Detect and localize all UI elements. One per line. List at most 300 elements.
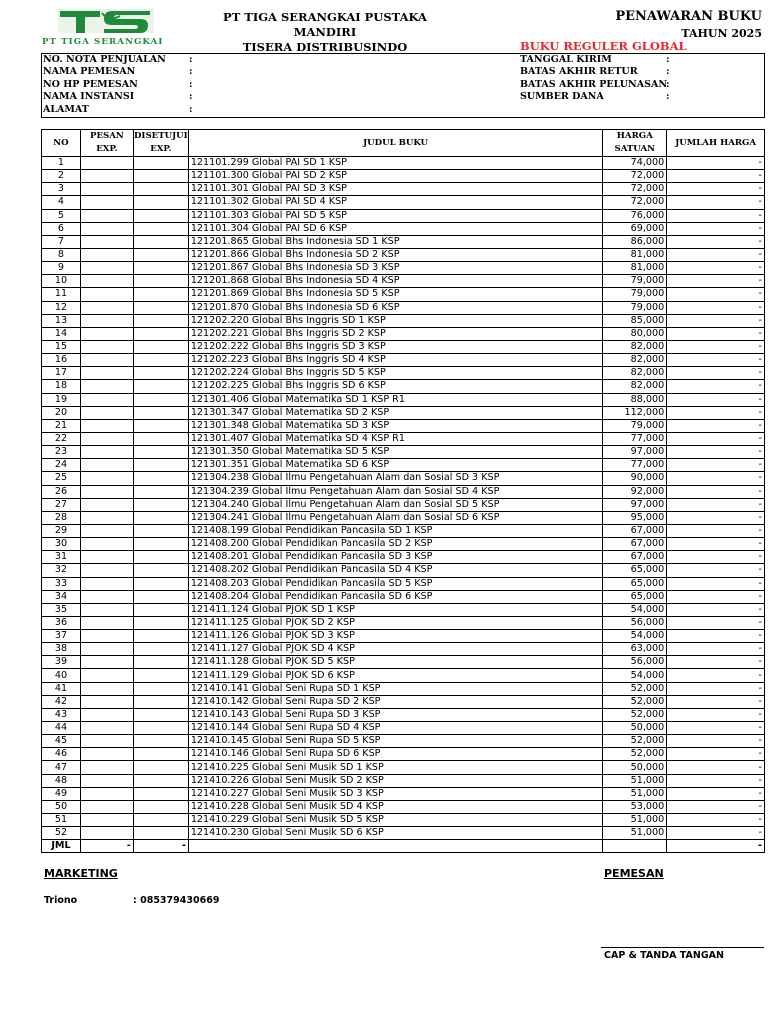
cell-no: 30 bbox=[42, 538, 81, 551]
cell-jumlah: - bbox=[667, 367, 765, 380]
table-row bbox=[42, 472, 765, 485]
cell-harga: 76,000 bbox=[603, 209, 667, 222]
cell-judul: 121201.869 Global Bhs Indonesia SD 5 KSP bbox=[188, 288, 603, 301]
cell-harga: 90,000 bbox=[603, 472, 667, 485]
cell-disetujui bbox=[133, 314, 188, 327]
cell-jumlah: - bbox=[667, 682, 765, 695]
cell-no: 22 bbox=[42, 432, 81, 445]
table-row bbox=[42, 603, 765, 616]
cell-pesan bbox=[80, 432, 133, 445]
cell-disetujui bbox=[133, 170, 188, 183]
cell-harga: 65,000 bbox=[603, 590, 667, 603]
cell-pesan bbox=[80, 787, 133, 800]
cell-disetujui bbox=[133, 275, 188, 288]
cell-no: 42 bbox=[42, 695, 81, 708]
cell-disetujui bbox=[133, 761, 188, 774]
cell-harga: 54,000 bbox=[603, 603, 667, 616]
table-row bbox=[42, 183, 765, 196]
cell-pesan bbox=[80, 630, 133, 643]
header-harga: HARGA SATUAN bbox=[603, 130, 667, 157]
cell-pesan bbox=[80, 288, 133, 301]
cell-no: 2 bbox=[42, 170, 81, 183]
table-row bbox=[42, 314, 765, 327]
cell-pesan bbox=[80, 170, 133, 183]
table-row bbox=[42, 577, 765, 590]
info-colon: : bbox=[666, 66, 670, 78]
cell-no: 10 bbox=[42, 275, 81, 288]
cell-no: 28 bbox=[42, 511, 81, 524]
cell-pesan bbox=[80, 827, 133, 840]
cell-harga: 79,000 bbox=[603, 301, 667, 314]
info-label: TANGGAL KIRIM bbox=[520, 54, 612, 65]
cell-disetujui bbox=[133, 393, 188, 406]
cell-pesan bbox=[80, 235, 133, 248]
cell-pesan bbox=[80, 222, 133, 235]
cell-disetujui bbox=[133, 603, 188, 616]
order-info-left bbox=[43, 54, 503, 116]
cell-jumlah: - bbox=[667, 275, 765, 288]
cell-jumlah: - bbox=[667, 419, 765, 432]
cell-harga: 54,000 bbox=[603, 669, 667, 682]
cell-disetujui bbox=[133, 262, 188, 275]
cell-jumlah: - bbox=[667, 774, 765, 787]
cell-pesan bbox=[80, 275, 133, 288]
table-row bbox=[42, 722, 765, 735]
cell-disetujui bbox=[133, 669, 188, 682]
total-jumlah: - bbox=[667, 840, 765, 853]
document-title: PENAWARAN BUKU bbox=[615, 9, 762, 24]
signature-label: CAP & TANDA TANGAN bbox=[604, 950, 724, 961]
cell-disetujui bbox=[133, 827, 188, 840]
table-row bbox=[42, 827, 765, 840]
cell-jumlah: - bbox=[667, 485, 765, 498]
cell-judul: 121411.128 Global PJOK SD 5 KSP bbox=[188, 656, 603, 669]
info-colon: : bbox=[666, 78, 670, 90]
cell-pesan bbox=[80, 735, 133, 748]
cell-jumlah: - bbox=[667, 209, 765, 222]
cell-pesan bbox=[80, 774, 133, 787]
cell-no: 8 bbox=[42, 248, 81, 261]
cell-no: 13 bbox=[42, 314, 81, 327]
cell-no: 20 bbox=[42, 406, 81, 419]
table-row bbox=[42, 262, 765, 275]
cell-disetujui bbox=[133, 708, 188, 721]
cell-harga: 72,000 bbox=[603, 196, 667, 209]
svg-text:PT TIGA SERANGKAI: PT TIGA SERANGKAI bbox=[42, 37, 164, 47]
cell-judul: 121410.141 Global Seni Rupa SD 1 KSP bbox=[188, 682, 603, 695]
cell-jumlah: - bbox=[667, 787, 765, 800]
cell-no: 6 bbox=[42, 222, 81, 235]
table-row bbox=[42, 380, 765, 393]
cell-jumlah: - bbox=[667, 262, 765, 275]
cell-harga: 51,000 bbox=[603, 774, 667, 787]
cell-judul: 121411.125 Global PJOK SD 2 KSP bbox=[188, 616, 603, 629]
cell-jumlah: - bbox=[667, 564, 765, 577]
cell-jumlah: - bbox=[667, 538, 765, 551]
cell-no: 19 bbox=[42, 393, 81, 406]
cell-no: 4 bbox=[42, 196, 81, 209]
cell-jumlah: - bbox=[667, 643, 765, 656]
cell-no: 12 bbox=[42, 301, 81, 314]
cell-harga: 52,000 bbox=[603, 708, 667, 721]
cell-jumlah: - bbox=[667, 314, 765, 327]
cell-harga: 74,000 bbox=[603, 157, 667, 170]
table-row bbox=[42, 367, 765, 380]
cell-no: 23 bbox=[42, 446, 81, 459]
document-subtitle: BUKU REGULER GLOBAL bbox=[520, 39, 687, 53]
cell-jumlah: - bbox=[667, 735, 765, 748]
table-row bbox=[42, 774, 765, 787]
table-row bbox=[42, 248, 765, 261]
cell-pesan bbox=[80, 340, 133, 353]
cell-judul: 121410.229 Global Seni Musik SD 5 KSP bbox=[188, 814, 603, 827]
cell-harga: 82,000 bbox=[603, 380, 667, 393]
cell-no: 14 bbox=[42, 327, 81, 340]
cell-disetujui bbox=[133, 380, 188, 393]
cell-judul: 121202.224 Global Bhs Inggris SD 5 KSP bbox=[188, 367, 603, 380]
cell-pesan bbox=[80, 419, 133, 432]
cell-harga: 51,000 bbox=[603, 827, 667, 840]
table-row bbox=[42, 630, 765, 643]
cell-judul: 121410.228 Global Seni Musik SD 4 KSP bbox=[188, 800, 603, 813]
cell-pesan bbox=[80, 643, 133, 656]
pemesan-label: PEMESAN bbox=[604, 867, 664, 880]
cell-jumlah: - bbox=[667, 222, 765, 235]
cell-judul: 121410.225 Global Seni Musik SD 1 KSP bbox=[188, 761, 603, 774]
cell-no: 26 bbox=[42, 485, 81, 498]
table-row bbox=[42, 814, 765, 827]
cell-disetujui bbox=[133, 432, 188, 445]
total-harga bbox=[603, 840, 667, 853]
cell-jumlah: - bbox=[667, 590, 765, 603]
book-offer-table bbox=[41, 129, 765, 853]
cell-disetujui bbox=[133, 682, 188, 695]
cell-disetujui bbox=[133, 446, 188, 459]
cell-disetujui bbox=[133, 577, 188, 590]
cell-harga: 53,000 bbox=[603, 800, 667, 813]
cell-pesan bbox=[80, 380, 133, 393]
cell-harga: 81,000 bbox=[603, 262, 667, 275]
marketing-name: Triono bbox=[44, 895, 78, 906]
total-row bbox=[42, 840, 765, 853]
table-row bbox=[42, 354, 765, 367]
cell-disetujui bbox=[133, 248, 188, 261]
cell-pesan bbox=[80, 262, 133, 275]
cell-jumlah: - bbox=[667, 301, 765, 314]
cell-harga: 50,000 bbox=[603, 722, 667, 735]
cell-pesan bbox=[80, 327, 133, 340]
cell-pesan bbox=[80, 511, 133, 524]
info-colon: : bbox=[189, 91, 193, 103]
cell-disetujui bbox=[133, 722, 188, 735]
ts-logo-icon bbox=[40, 8, 176, 48]
cell-pesan bbox=[80, 406, 133, 419]
table-row bbox=[42, 235, 765, 248]
cell-judul: 121301.351 Global Matematika SD 6 KSP bbox=[188, 459, 603, 472]
cell-judul: 121201.866 Global Bhs Indonesia SD 2 KSP bbox=[188, 248, 603, 261]
cell-judul: 121408.200 Global Pendidikan Pancasila SD 2 KSP bbox=[188, 538, 603, 551]
cell-no: 45 bbox=[42, 735, 81, 748]
cell-judul: 121301.347 Global Matematika SD 2 KSP bbox=[188, 406, 603, 419]
cell-disetujui bbox=[133, 406, 188, 419]
cell-pesan bbox=[80, 248, 133, 261]
cell-disetujui bbox=[133, 157, 188, 170]
cell-jumlah: - bbox=[667, 340, 765, 353]
cell-judul: 121201.870 Global Bhs Indonesia SD 6 KSP bbox=[188, 301, 603, 314]
cell-pesan bbox=[80, 616, 133, 629]
cell-no: 25 bbox=[42, 472, 81, 485]
cell-jumlah: - bbox=[667, 446, 765, 459]
cell-no: 40 bbox=[42, 669, 81, 682]
cell-judul: 121101.304 Global PAI SD 6 KSP bbox=[188, 222, 603, 235]
cell-judul: 121101.299 Global PAI SD 1 KSP bbox=[188, 157, 603, 170]
cell-jumlah: - bbox=[667, 406, 765, 419]
info-row bbox=[520, 66, 760, 78]
cell-jumlah: - bbox=[667, 248, 765, 261]
table-row bbox=[42, 432, 765, 445]
cell-harga: 56,000 bbox=[603, 656, 667, 669]
info-row bbox=[43, 79, 503, 91]
cell-pesan bbox=[80, 524, 133, 537]
cell-harga: 54,000 bbox=[603, 630, 667, 643]
cell-disetujui bbox=[133, 538, 188, 551]
cell-disetujui bbox=[133, 183, 188, 196]
cell-judul: 121410.226 Global Seni Musik SD 2 KSP bbox=[188, 774, 603, 787]
cell-disetujui bbox=[133, 235, 188, 248]
cell-disetujui bbox=[133, 695, 188, 708]
cell-judul: 121201.867 Global Bhs Indonesia SD 3 KSP bbox=[188, 262, 603, 275]
cell-pesan bbox=[80, 577, 133, 590]
document-year: TAHUN 2025 bbox=[681, 27, 762, 40]
cell-judul: 121408.202 Global Pendidikan Pancasila SD 4 KSP bbox=[188, 564, 603, 577]
cell-harga: 95,000 bbox=[603, 511, 667, 524]
cell-no: 33 bbox=[42, 577, 81, 590]
cell-no: 50 bbox=[42, 800, 81, 813]
info-label: BATAS AKHIR PELUNASAN bbox=[520, 78, 668, 90]
cell-no: 17 bbox=[42, 367, 81, 380]
cell-jumlah: - bbox=[667, 472, 765, 485]
cell-no: 24 bbox=[42, 459, 81, 472]
cell-jumlah: - bbox=[667, 616, 765, 629]
cell-judul: 121410.145 Global Seni Rupa SD 5 KSP bbox=[188, 735, 603, 748]
table-row bbox=[42, 393, 765, 406]
cell-harga: 63,000 bbox=[603, 643, 667, 656]
total-pesan: - bbox=[80, 840, 133, 853]
cell-harga: 81,000 bbox=[603, 248, 667, 261]
cell-pesan bbox=[80, 446, 133, 459]
cell-judul: 121301.348 Global Matematika SD 3 KSP bbox=[188, 419, 603, 432]
cell-jumlah: - bbox=[667, 577, 765, 590]
cell-disetujui bbox=[133, 616, 188, 629]
cell-jumlah: - bbox=[667, 669, 765, 682]
cell-disetujui bbox=[133, 800, 188, 813]
cell-no: 27 bbox=[42, 498, 81, 511]
cell-harga: 79,000 bbox=[603, 419, 667, 432]
cell-harga: 80,000 bbox=[603, 327, 667, 340]
cell-judul: 121410.144 Global Seni Rupa SD 4 KSP bbox=[188, 722, 603, 735]
cell-disetujui bbox=[133, 340, 188, 353]
cell-jumlah: - bbox=[667, 656, 765, 669]
cell-pesan bbox=[80, 367, 133, 380]
cell-harga: 82,000 bbox=[603, 367, 667, 380]
table-row bbox=[42, 327, 765, 340]
cell-judul: 121408.199 Global Pendidikan Pancasila SD 1 KSP bbox=[188, 524, 603, 537]
cell-no: 49 bbox=[42, 787, 81, 800]
cell-pesan bbox=[80, 761, 133, 774]
document-title-block bbox=[615, 8, 762, 41]
cell-disetujui bbox=[133, 511, 188, 524]
cell-harga: 79,000 bbox=[603, 275, 667, 288]
table-row bbox=[42, 275, 765, 288]
cell-jumlah: - bbox=[667, 695, 765, 708]
info-label: NO. NOTA PENJUALAN bbox=[43, 54, 166, 65]
info-colon: : bbox=[189, 103, 193, 115]
cell-harga: 72,000 bbox=[603, 170, 667, 183]
cell-disetujui bbox=[133, 485, 188, 498]
cell-judul: 121301.406 Global Matematika SD 1 KSP R1 bbox=[188, 393, 603, 406]
cell-no: 32 bbox=[42, 564, 81, 577]
cell-jumlah: - bbox=[667, 327, 765, 340]
cell-judul: 121101.303 Global PAI SD 5 KSP bbox=[188, 209, 603, 222]
table-row bbox=[42, 301, 765, 314]
cell-pesan bbox=[80, 656, 133, 669]
cell-judul: 121301.350 Global Matematika SD 5 KSP bbox=[188, 446, 603, 459]
cell-pesan bbox=[80, 196, 133, 209]
cell-judul: 121410.146 Global Seni Rupa SD 6 KSP bbox=[188, 748, 603, 761]
cell-no: 1 bbox=[42, 157, 81, 170]
header-jumlah: JUMLAH HARGA bbox=[667, 130, 765, 157]
cell-disetujui bbox=[133, 735, 188, 748]
cell-pesan bbox=[80, 669, 133, 682]
header-disetujui: DISETUJUI EXP. bbox=[133, 130, 188, 157]
cell-jumlah: - bbox=[667, 511, 765, 524]
cell-disetujui bbox=[133, 787, 188, 800]
cell-jumlah: - bbox=[667, 524, 765, 537]
table-row bbox=[42, 669, 765, 682]
table-row bbox=[42, 564, 765, 577]
cell-pesan bbox=[80, 564, 133, 577]
table-row bbox=[42, 511, 765, 524]
cell-disetujui bbox=[133, 630, 188, 643]
cell-jumlah: - bbox=[667, 814, 765, 827]
cell-harga: 52,000 bbox=[603, 748, 667, 761]
cell-disetujui bbox=[133, 459, 188, 472]
cell-harga: 52,000 bbox=[603, 735, 667, 748]
cell-judul: 121410.142 Global Seni Rupa SD 2 KSP bbox=[188, 695, 603, 708]
cell-disetujui bbox=[133, 524, 188, 537]
company-header bbox=[200, 10, 450, 55]
cell-judul: 121408.201 Global Pendidikan Pancasila SD 3 KSP bbox=[188, 551, 603, 564]
table-row bbox=[42, 485, 765, 498]
info-colon: : bbox=[189, 78, 193, 90]
table-row bbox=[42, 209, 765, 222]
cell-jumlah: - bbox=[667, 170, 765, 183]
cell-harga: 77,000 bbox=[603, 459, 667, 472]
cell-jumlah: - bbox=[667, 551, 765, 564]
table-row bbox=[42, 787, 765, 800]
cell-jumlah: - bbox=[667, 827, 765, 840]
info-row bbox=[43, 104, 503, 116]
cell-no: 11 bbox=[42, 288, 81, 301]
table-row bbox=[42, 498, 765, 511]
cell-jumlah: - bbox=[667, 235, 765, 248]
cell-disetujui bbox=[133, 327, 188, 340]
cell-no: 16 bbox=[42, 354, 81, 367]
info-label: BATAS AKHIR RETUR bbox=[520, 66, 638, 78]
info-row bbox=[43, 54, 503, 66]
cell-judul: 121201.868 Global Bhs Indonesia SD 4 KSP bbox=[188, 275, 603, 288]
cell-pesan bbox=[80, 814, 133, 827]
cell-pesan bbox=[80, 498, 133, 511]
cell-pesan bbox=[80, 708, 133, 721]
cell-judul: 121411.129 Global PJOK SD 6 KSP bbox=[188, 669, 603, 682]
cell-judul: 121101.302 Global PAI SD 4 KSP bbox=[188, 196, 603, 209]
cell-harga: 51,000 bbox=[603, 814, 667, 827]
cell-judul: 121101.300 Global PAI SD 2 KSP bbox=[188, 170, 603, 183]
cell-no: 3 bbox=[42, 183, 81, 196]
table-row bbox=[42, 590, 765, 603]
cell-no: 15 bbox=[42, 340, 81, 353]
cell-harga: 67,000 bbox=[603, 551, 667, 564]
table-row bbox=[42, 682, 765, 695]
cell-disetujui bbox=[133, 222, 188, 235]
cell-harga: 92,000 bbox=[603, 485, 667, 498]
cell-pesan bbox=[80, 459, 133, 472]
cell-no: 52 bbox=[42, 827, 81, 840]
cell-harga: 65,000 bbox=[603, 577, 667, 590]
table-row bbox=[42, 735, 765, 748]
company-division: TISERA DISTRIBUSINDO bbox=[242, 40, 408, 54]
cell-harga: 85,000 bbox=[603, 314, 667, 327]
header-no: NO bbox=[42, 130, 81, 157]
cell-jumlah: - bbox=[667, 380, 765, 393]
cell-harga: 69,000 bbox=[603, 222, 667, 235]
cell-pesan bbox=[80, 800, 133, 813]
table-row bbox=[42, 656, 765, 669]
info-row bbox=[520, 54, 760, 66]
cell-no: 18 bbox=[42, 380, 81, 393]
cell-pesan bbox=[80, 538, 133, 551]
order-info-right bbox=[520, 54, 760, 104]
info-colon: : bbox=[666, 54, 670, 65]
table-row bbox=[42, 524, 765, 537]
cell-jumlah: - bbox=[667, 354, 765, 367]
cell-harga: 52,000 bbox=[603, 682, 667, 695]
cell-harga: 56,000 bbox=[603, 616, 667, 629]
cell-judul: 121410.143 Global Seni Rupa SD 3 KSP bbox=[188, 708, 603, 721]
info-label: NAMA PEMESAN bbox=[43, 66, 136, 78]
cell-pesan bbox=[80, 301, 133, 314]
cell-judul: 121411.127 Global PJOK SD 4 KSP bbox=[188, 643, 603, 656]
cell-jumlah: - bbox=[667, 722, 765, 735]
info-label: ALAMAT bbox=[43, 103, 89, 115]
cell-no: 48 bbox=[42, 774, 81, 787]
cell-disetujui bbox=[133, 564, 188, 577]
table-row bbox=[42, 288, 765, 301]
cell-no: 9 bbox=[42, 262, 81, 275]
cell-harga: 88,000 bbox=[603, 393, 667, 406]
cell-harga: 112,000 bbox=[603, 406, 667, 419]
cell-judul: 121304.241 Global Ilmu Pengetahuan Alam dan Sosial SD 6 KSP bbox=[188, 511, 603, 524]
cell-jumlah: - bbox=[667, 761, 765, 774]
cell-harga: 82,000 bbox=[603, 354, 667, 367]
table-row bbox=[42, 551, 765, 564]
cell-judul: 121411.124 Global PJOK SD 1 KSP bbox=[188, 603, 603, 616]
table-row bbox=[42, 800, 765, 813]
cell-judul: 121202.220 Global Bhs Inggris SD 1 KSP bbox=[188, 314, 603, 327]
cell-jumlah: - bbox=[667, 393, 765, 406]
cell-no: 35 bbox=[42, 603, 81, 616]
